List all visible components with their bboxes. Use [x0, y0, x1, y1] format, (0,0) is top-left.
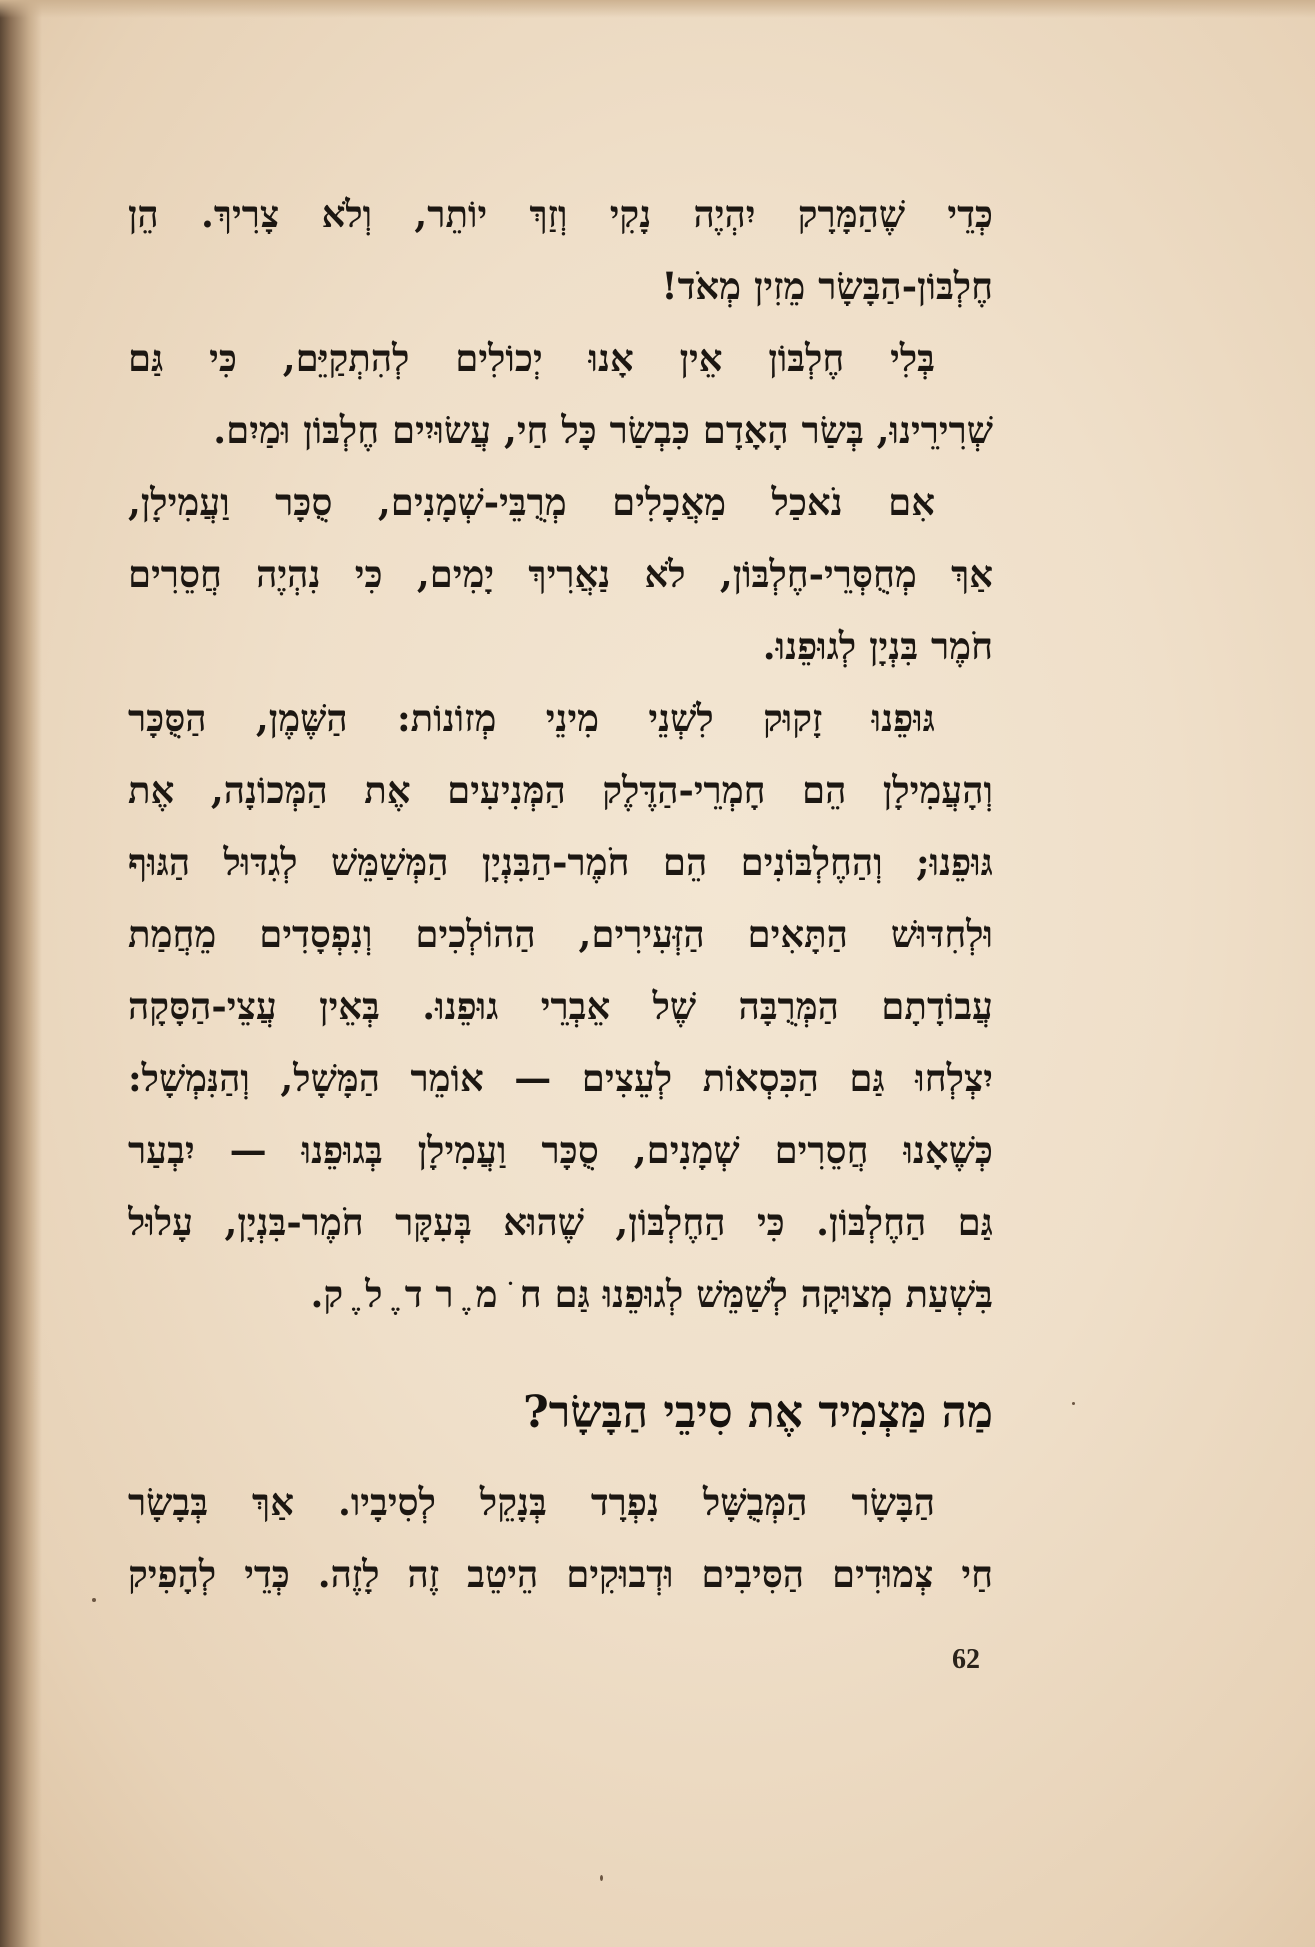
text-line: וְהָעֲמִילָן הֵם חָמְרֵי-הַדֶּלֶק הַמְּנִיעִים אֶת הַמְּכוֹנָה, אֶת	[128, 768, 993, 812]
paper-speck	[1072, 1402, 1075, 1405]
text-line: גַּם הַחֶלְבּוֹן. כִּי הַחֶלְבּוֹן, שֶׁהוּא בְּעִקָּר חֹמֶר-בִּנְיָן, עָלוּל	[128, 1200, 993, 1244]
text-line: וּלְחִדּוּשׁ הַתָּאִים הַזְּעִירִים, הַהוֹלְכִים וְנִפְסָדִים מֵחֲמַת	[128, 912, 993, 956]
text-line: עֲבוֹדָתָם הַמְּרֻבָּה שֶׁל אֵבְרֵי גוּפֵנוּ. בְּאֵין עֲצֵי-הַסָּקָה	[128, 984, 993, 1028]
text-line: יִצְלְחוּ גַּם הַכִּסְאוֹת לְעֵצִים — אוֹמֵר הַמָּשָׁל, וְהַנִּמְשָׁל:	[128, 1056, 993, 1100]
section-heading: מַה מַּצְמִיד אֶת סִיבֵי הַבָּשָׂר?	[522, 1387, 993, 1438]
text-line: חַי צְמוּדִים הַסִּיבִים וּדְבוּקִים הֵיטֵב זֶה לָזֶה. כְּדֵי לְהָפִיק	[128, 1552, 993, 1596]
page-top-edge	[0, 0, 1315, 18]
text-line: כְּשֶׁאָנוּ חֲסֵרִים שְׁמָנִים, סֻכָּר וַעֲמִילָן בְּגוּפֵנוּ — יִבְעַר	[128, 1128, 993, 1172]
text-line: גּוּפֵנוּ זָקוּק לִשְׁנֵי מִינֵי מְזוֹנוֹת: הַשֶּׁמֶן, הַסֻּכָּר	[128, 696, 935, 740]
text-line: כְּדֵי שֶׁהַמָּרָק יִהְיֶה נָקִי וְזַךְ יוֹתֵר, וְלֹא צָרִיךְ. הֵן	[128, 192, 993, 236]
text-line: בְּלִי חֶלְבּוֹן אֵין אָנוּ יְכוֹלִים לְהִתְקַיֵּם, כִּי גַּם	[128, 336, 935, 380]
text-line: הַבָּשָׂר הַמְּבֻשָּׁל נִפְרָד בְּנָקֵל לְסִיבָיו. אַךְ בְּבָשָׂר	[128, 1480, 935, 1524]
text-line: בִּשְׁעַת מְצוּקָה לְשַׁמֵּשׁ לְגוּפֵנוּ גַּם ח ֹ מ ֶ ר ד ֶ ל ֶ ק.	[310, 1272, 993, 1316]
body-text-continued	[128, 1466, 993, 1610]
paper-speck	[92, 1598, 96, 1602]
text-line: חֹמֶר בִּנְיָן לְגוּפֵנוּ.	[762, 624, 993, 668]
binding-shadow	[0, 0, 42, 1947]
paper-speck	[600, 1875, 603, 1881]
text-line: שְׁרִירֵינוּ, בְּשַׂר הָאָדָם כִּבְשַׂר כָּל חַי, עֲשׂוּיִים חֶלְבּוֹן וּמַיִם.	[213, 408, 993, 452]
body-text	[128, 178, 993, 1330]
text-line: חֶלְבּוֹן-הַבָּשָׂר מֵזִין מְאֹד!	[661, 264, 993, 308]
page-number: 62	[952, 1644, 980, 1675]
text-line: אַךְ מְחֻסְּרֵי-חֶלְבּוֹן, לֹא נַאֲרִיךְ יָמִים, כִּי נִהְיֶה חֲסֵרִים	[128, 552, 993, 596]
text-line: גּוּפֵנוּ; וְהַחֶלְבּוֹנִים הֵם חֹמֶר-הַבִּנְיָן הַמְּשַׁמֵּשׁ לְגִדּוּל הַגּוּף	[128, 840, 993, 884]
text-line: אִם נֹאכַל מַאֲכָלִים מְרֻבֵּי-שְׁמָנִים, סֻכָּר וַעֲמִילָן,	[128, 480, 935, 524]
